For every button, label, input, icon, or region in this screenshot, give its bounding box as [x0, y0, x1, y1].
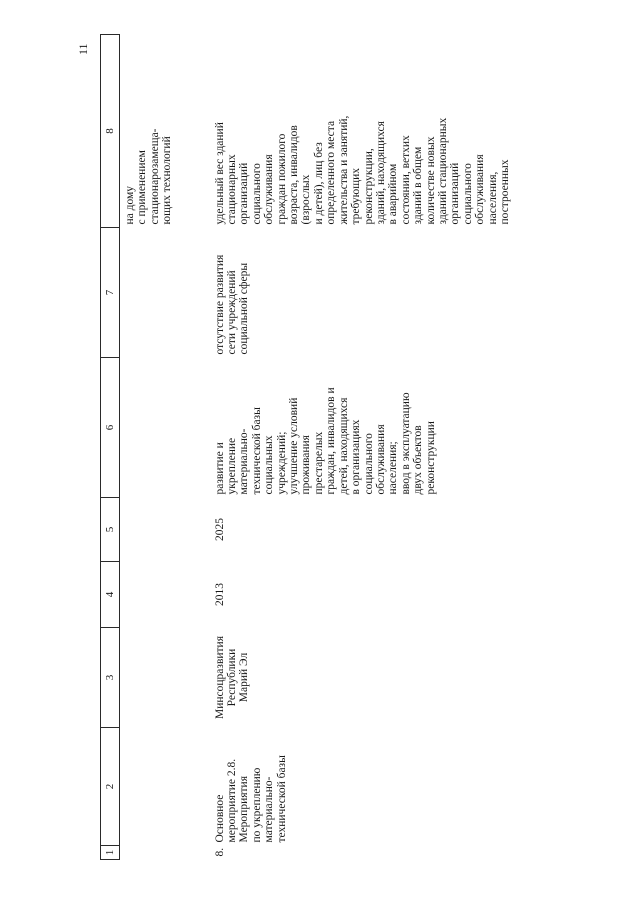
program-table — [100, 34, 513, 860]
document-page-rotated — [100, 35, 625, 860]
header-row — [101, 35, 120, 860]
end-year: 2025 — [213, 518, 226, 541]
header-col-4: 4 — [101, 562, 120, 628]
responsible-executor: Минсоцразвития Республики Марий Эл — [213, 636, 251, 719]
row-number: 8. — [213, 847, 226, 857]
header-col-7: 7 — [101, 228, 120, 358]
expected-result: развитие и укрепление материально- технической базы социальных учреждений; улучшение условий проживания престарелых граждан, инвалидов и детей, находящихся в организациях социального обслуживания населения; ввод в эксплуатацию двух объектов реконструкции — [213, 387, 437, 495]
header-col-1: 1 — [101, 846, 120, 860]
start-year: 2013 — [213, 583, 226, 606]
continuation-row — [120, 35, 210, 860]
header-col-2: 2 — [101, 728, 120, 846]
related-indicators: удельный вес зданий стационарных организаций социального обслуживания граждан пожилого возраста, инвалидов (взрослых и детей), лиц без определенного места жительства и занятий, требующих реконструкции, зданий, находящихся в аварийном состоянии, ветхих зданий в общем количестве новых зданий стационарных организаций социального обслуживания населения, построенных — [213, 115, 511, 225]
header-col-8: 8 — [101, 35, 120, 228]
header-col-6: 6 — [101, 358, 120, 498]
table-row — [210, 35, 514, 860]
non-implementation-consequences: отсутствие развития сети учреждений социальной сферы — [213, 254, 251, 355]
page-number: 11 — [76, 43, 90, 55]
header-col-3: 3 — [101, 628, 120, 728]
header-col-5: 5 — [101, 498, 120, 562]
continuation-indicator-text: на дому с применением стационарозамеща- ющих технологий — [124, 128, 174, 225]
measure-name: Основное мероприятие 2.8. Мероприятия по укреплению материально- технической базы — [213, 755, 288, 843]
